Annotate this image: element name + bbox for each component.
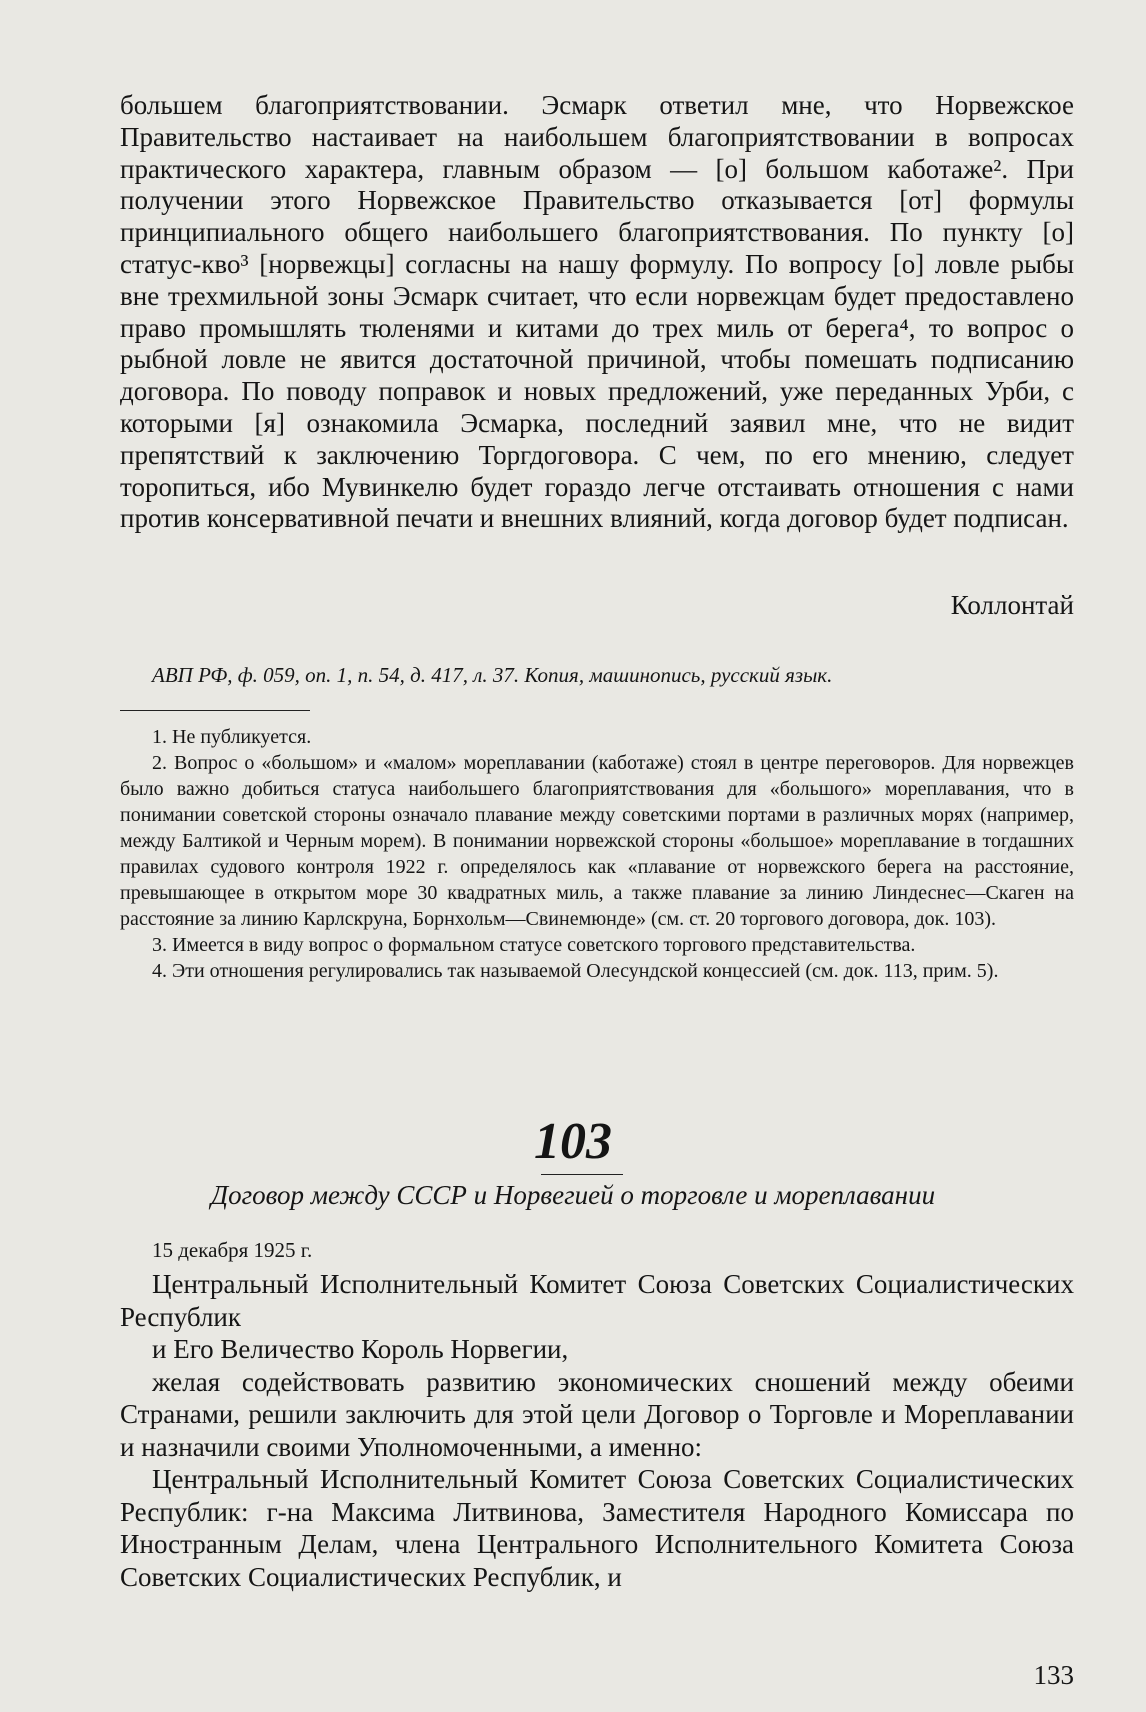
signature: Коллонтай [950,590,1074,620]
footnote-divider [120,710,310,711]
footnotes [120,724,1074,984]
document-number: 103 [534,1113,612,1170]
document-date: 15 декабря 1925 г. [152,1238,313,1262]
treaty-paragraph: и Его Величество Король Норвегии, [152,1334,569,1364]
page-number: 133 [1033,1660,1074,1690]
footnote: 2. Вопрос о «большом» и «малом» мореплавании (каботаже) стоял в центре переговоров. Для норвежцев было важно добиться статуса наибольшего благоприятствования для «большого» мореплавания, что в понимании советской стороны означало плавание между советскими портами в различных морях (например, между Балтикой и Черным морем). В понимании норвежской стороны «большое» мореплавание в тогдашних правилах судового контроля 1922 г. определялось как «плавание от норвежского берега на расстояние, превышающее в открытом море 30 квадратных миль, а также плавание за линию Линдеснес—Скаген на расстояние за линию Карлскруна, Борнхольм—Свинемюнде» (см. ст. 20 торгового договора, док. 103). [120,752,1074,930]
footnote: 4. Эти отношения регулировались так называемой Олесундской концессией (см. док. 113, прим. 5). [152,960,999,982]
number-underline [541,1174,623,1175]
footnote: 3. Имеется в виду вопрос о формальном статусе советского торгового представительства. [152,934,916,956]
treaty-paragraph: желая содействовать развитию экономических сношений между обеими Странами, решили заключить для этой цели Договор о Торговле и Мореплавании и назначили своими Уполномоченными, а именно: [120,1366,1074,1462]
archive-source: АВП РФ, ф. 059, оп. 1, п. 54, д. 417, л. 37. Копия, машинопись, русский язык. [152,663,833,687]
letter-paragraph: большем благоприятствовании. Эсмарк ответил мне, что Норвежское Правительство настаивает на наибольшем благоприятствовании в вопросах практического характера, главным образом — [о] большом каботаже². При получении этого Норвежское Правительство отказывается [от] формулы принципиального общего наибольшего благоприятствования. По пункту [о] статус-кво³ [норвежцы] согласны на нашу формулу. По вопросу [о] ловле рыбы вне трехмильной зоны Эсмарк считает, что если норвежцам будет предоставлено право промышлять тюленями и китами до трех миль от берега⁴, то вопрос о рыбной ловле не явится достаточной причиной, чтобы помешать подписанию договора. По поводу поправок и новых предложений, уже переданных Урби, с которыми [я] ознакомила Эсмарка, последний заявил мне, что не видит препятствий к заключению Торгдоговора. С чем, по его мнению, следует торопиться, ибо Мувинкелю будет гораздо легче отстаивать отношения с нами против консервативной печати и внешних влияний, когда договор будет подписан. [120,90,1074,534]
treaty-paragraph: Центральный Исполнительный Комитет Союза Советских Социалистических Республик: г-на Максима Литвинова, Заместителя Народного Комиссара по Иностранным Делам, члена Центрального Исполнительного Комитета Союза Советских Социалистических Республик, и [120,1464,1074,1592]
footnote: 1. Не публикуется. [152,726,312,748]
letter-body [120,90,1074,535]
document-title: Договор между СССР и Норвегией о торговле и мореплавании [210,1180,936,1210]
treaty-body [120,1268,1074,1593]
treaty-paragraph: Центральный Исполнительный Комитет Союза Советских Социалистических Республик [120,1269,1074,1332]
